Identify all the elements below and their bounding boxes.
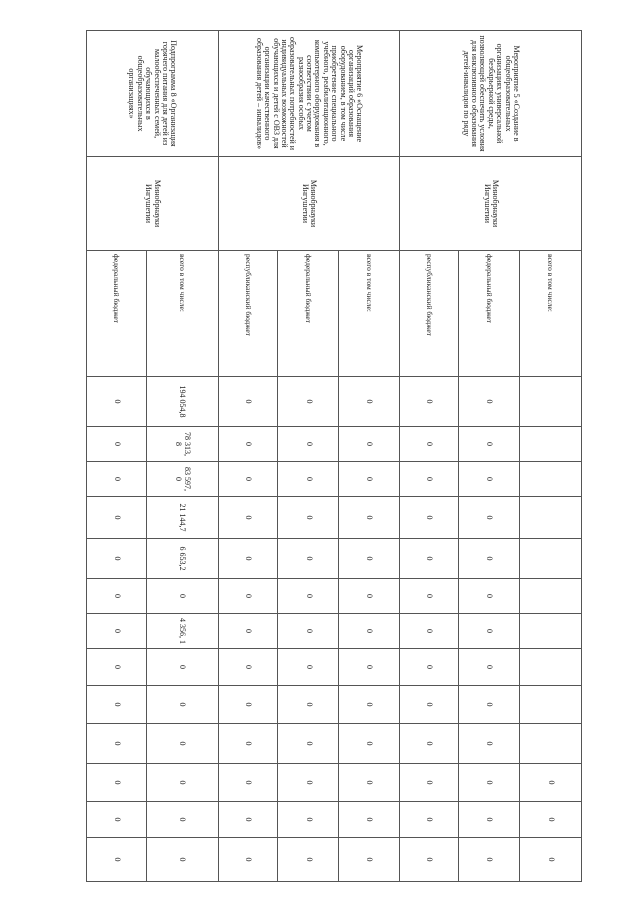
value-cell: 0 xyxy=(87,427,147,462)
value-cell: 0 xyxy=(520,764,582,802)
value-cell xyxy=(520,462,582,497)
value-cell: 0 xyxy=(459,614,520,649)
value-cell: 0 xyxy=(339,802,400,838)
value-cell: 0 xyxy=(218,427,278,462)
value-cell: 194 054,8 xyxy=(146,377,218,427)
value-cell: 0 xyxy=(459,838,520,882)
value-cell: 0 xyxy=(218,539,278,579)
value-cell: 0 xyxy=(400,686,459,724)
funding-source-cell: всего в том числе: xyxy=(146,251,218,377)
value-cell: 0 xyxy=(278,764,339,802)
value-cell: 0 xyxy=(146,838,218,882)
funding-source-cell: всего в том числе: xyxy=(339,251,400,377)
value-cell: 0 xyxy=(87,579,147,614)
value-cell: 0 xyxy=(459,764,520,802)
value-cell: 0 xyxy=(87,539,147,579)
value-cell: 0 xyxy=(218,802,278,838)
value-cell: 0 xyxy=(146,802,218,838)
value-cell: 0 xyxy=(87,764,147,802)
value-cell: 0 xyxy=(400,427,459,462)
value-cell: 0 xyxy=(339,427,400,462)
funding-source-cell: республиканский бюджет xyxy=(400,251,459,377)
value-cell: 0 xyxy=(339,497,400,539)
value-cell: 0 xyxy=(218,614,278,649)
value-cell: 0 xyxy=(87,497,147,539)
value-cell: 83 597, 0 xyxy=(146,462,218,497)
value-cell: 0 xyxy=(459,686,520,724)
value-cell: 0 xyxy=(87,686,147,724)
value-cell: 0 xyxy=(87,377,147,427)
value-cell xyxy=(520,686,582,724)
value-cell: 0 xyxy=(146,724,218,764)
value-cell: 0 xyxy=(339,539,400,579)
value-cell: 0 xyxy=(400,462,459,497)
value-cell: 0 xyxy=(459,539,520,579)
value-cell: 0 xyxy=(400,539,459,579)
value-cell: 0 xyxy=(218,497,278,539)
value-cell xyxy=(520,377,582,427)
value-cell: 0 xyxy=(400,579,459,614)
value-cell: 0 xyxy=(400,649,459,686)
value-cell: 0 xyxy=(87,649,147,686)
executor-cell: Минобрнауки Ингушетии xyxy=(218,157,400,251)
value-cell: 0 xyxy=(520,802,582,838)
value-cell: 0 xyxy=(459,427,520,462)
value-cell: 0 xyxy=(218,579,278,614)
value-cell xyxy=(520,539,582,579)
value-cell xyxy=(520,579,582,614)
value-cell: 0 xyxy=(146,686,218,724)
value-cell: 0 xyxy=(339,462,400,497)
value-cell: 0 xyxy=(278,802,339,838)
value-cell: 0 xyxy=(400,764,459,802)
value-cell: 0 xyxy=(400,838,459,882)
value-cell xyxy=(520,614,582,649)
funding-table xyxy=(86,30,582,882)
value-cell: 0 xyxy=(459,649,520,686)
value-cell: 0 xyxy=(400,614,459,649)
value-cell: 21 144,7 xyxy=(146,497,218,539)
value-cell: 0 xyxy=(459,377,520,427)
value-cell: 0 xyxy=(339,724,400,764)
value-cell: 0 xyxy=(218,724,278,764)
value-cell: 78 313, 8 xyxy=(146,427,218,462)
value-cell: 0 xyxy=(218,838,278,882)
value-cell: 0 xyxy=(339,764,400,802)
value-cell: 0 xyxy=(459,724,520,764)
measure-cell: Мероприятие 5 «Создание в общеобразовательных организациях универсальной безбарьерной среды, позволяющей обеспечить условия для инклюзивного образования детей-инвалидов по ряду xyxy=(400,31,582,157)
measure-cell: Мероприятие 6 «Оснащение организаций образования оборудованием, в том числе приобретение специального учебного, реабилитационного, компьютерного оборудования в соответствии с учетом разнообразия особых образовательных потребностей и индивидуальных возможностей обучающихся и детей с ОВЗ для организации качественного образования детей – инвалидов» xyxy=(218,31,400,157)
value-cell: 0 xyxy=(218,462,278,497)
value-cell xyxy=(520,724,582,764)
value-cell: 0 xyxy=(218,377,278,427)
value-cell: 4 356, 1 xyxy=(146,614,218,649)
value-cell: 0 xyxy=(459,497,520,539)
executor-cell: Минобрнауки Ингушетии xyxy=(87,157,219,251)
value-cell: 0 xyxy=(459,579,520,614)
value-cell: 0 xyxy=(278,579,339,614)
value-cell: 0 xyxy=(146,579,218,614)
value-cell: 0 xyxy=(87,614,147,649)
value-cell: 0 xyxy=(87,724,147,764)
value-cell: 0 xyxy=(339,686,400,724)
value-cell xyxy=(520,427,582,462)
table-row xyxy=(520,31,582,882)
value-cell: 0 xyxy=(278,838,339,882)
value-cell: 0 xyxy=(400,377,459,427)
value-cell: 0 xyxy=(339,579,400,614)
funding-source-cell: всего в том числе: xyxy=(520,251,582,377)
value-cell: 0 xyxy=(520,838,582,882)
value-cell: 0 xyxy=(278,497,339,539)
value-cell: 0 xyxy=(278,614,339,649)
table-row xyxy=(339,31,400,882)
value-cell xyxy=(520,497,582,539)
value-cell: 0 xyxy=(87,838,147,882)
value-cell: 0 xyxy=(146,764,218,802)
executor-cell: Минобрнауки Ингушетии xyxy=(400,157,582,251)
value-cell: 0 xyxy=(278,686,339,724)
measure-cell: Подпрограмма 8 «Организация горячего питания для детей из малообеспеченных семей, обучающихся в общеобразовательных организациях» xyxy=(87,31,219,157)
value-cell: 0 xyxy=(218,649,278,686)
value-cell: 0 xyxy=(339,838,400,882)
value-cell: 0 xyxy=(339,649,400,686)
funding-source-cell: республиканский бюджет xyxy=(218,251,278,377)
value-cell: 0 xyxy=(278,724,339,764)
value-cell: 0 xyxy=(87,462,147,497)
value-cell: 0 xyxy=(400,724,459,764)
value-cell: 0 xyxy=(459,462,520,497)
value-cell: 0 xyxy=(218,686,278,724)
funding-source-cell: федеральный бюджет xyxy=(459,251,520,377)
value-cell: 0 xyxy=(278,649,339,686)
value-cell: 0 xyxy=(146,649,218,686)
value-cell: 0 xyxy=(339,377,400,427)
value-cell: 0 xyxy=(339,614,400,649)
value-cell: 0 xyxy=(459,802,520,838)
value-cell xyxy=(520,649,582,686)
funding-source-cell: федеральный бюджет xyxy=(87,251,147,377)
table-row xyxy=(146,31,218,882)
value-cell: 0 xyxy=(278,462,339,497)
value-cell: 0 xyxy=(278,539,339,579)
value-cell: 0 xyxy=(400,802,459,838)
funding-source-cell: федеральный бюджет xyxy=(278,251,339,377)
value-cell: 6 653,2 xyxy=(146,539,218,579)
value-cell: 0 xyxy=(218,764,278,802)
value-cell: 0 xyxy=(87,802,147,838)
value-cell: 0 xyxy=(400,497,459,539)
value-cell: 0 xyxy=(278,377,339,427)
value-cell: 0 xyxy=(278,427,339,462)
